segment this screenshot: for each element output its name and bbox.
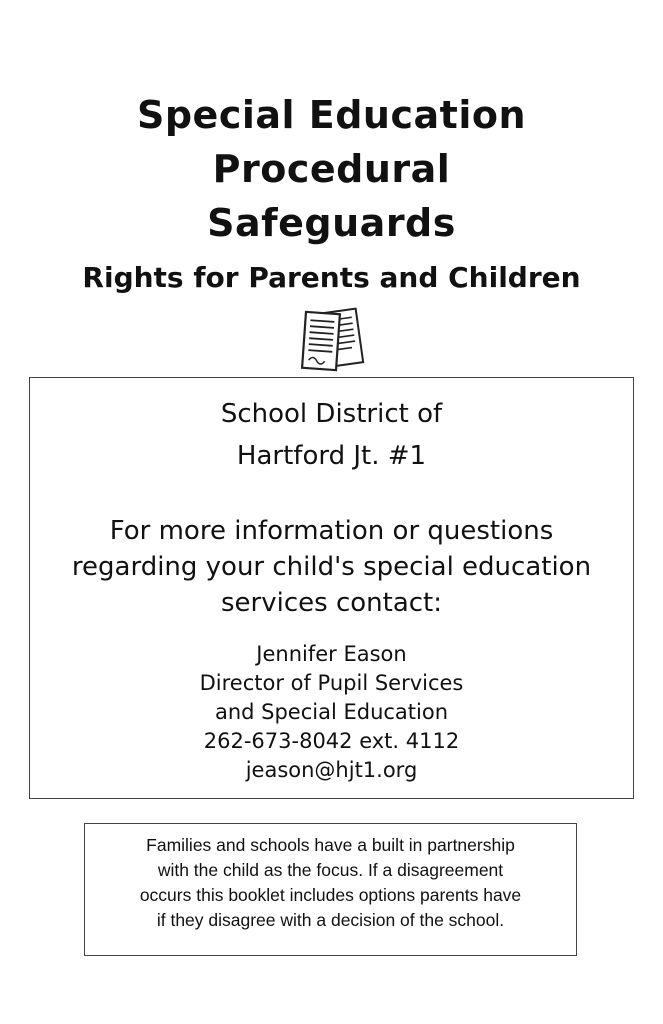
- contact-box: [29, 377, 634, 799]
- note-line-2: with the child as the focus. If a disagreement: [157, 860, 504, 880]
- subtitle: Rights for Parents and Children: [82, 261, 581, 294]
- info-line-3: services contact:: [221, 588, 442, 618]
- title-line-3: Safeguards: [207, 201, 456, 245]
- info-line-2: regarding your child's special education: [71, 552, 592, 582]
- info-line-1: For more information or questions: [109, 516, 554, 546]
- note-line-4: if they disagree with a decision of the school.: [156, 910, 505, 930]
- contact-email: jeason@hjt1.org: [245, 758, 418, 782]
- documents-icon: [296, 303, 370, 373]
- title-line-1: Special Education: [136, 93, 527, 137]
- contact-name: Jennifer Eason: [256, 642, 407, 666]
- district-name-line-1: School District of: [220, 399, 443, 429]
- note-line-1: Families and schools have a built in partnership: [146, 835, 515, 855]
- partnership-note-box: [84, 823, 577, 956]
- contact-title-line-2: and Special Education: [214, 700, 449, 724]
- title-line-2: Procedural: [212, 147, 451, 191]
- district-name-line-2: Hartford Jt. #1: [236, 441, 427, 471]
- note-line-3: occurs this booklet includes options parents have: [139, 885, 522, 905]
- contact-title-line-1: Director of Pupil Services: [199, 671, 464, 695]
- contact-phone: 262-673-8042 ext. 4112: [203, 729, 460, 753]
